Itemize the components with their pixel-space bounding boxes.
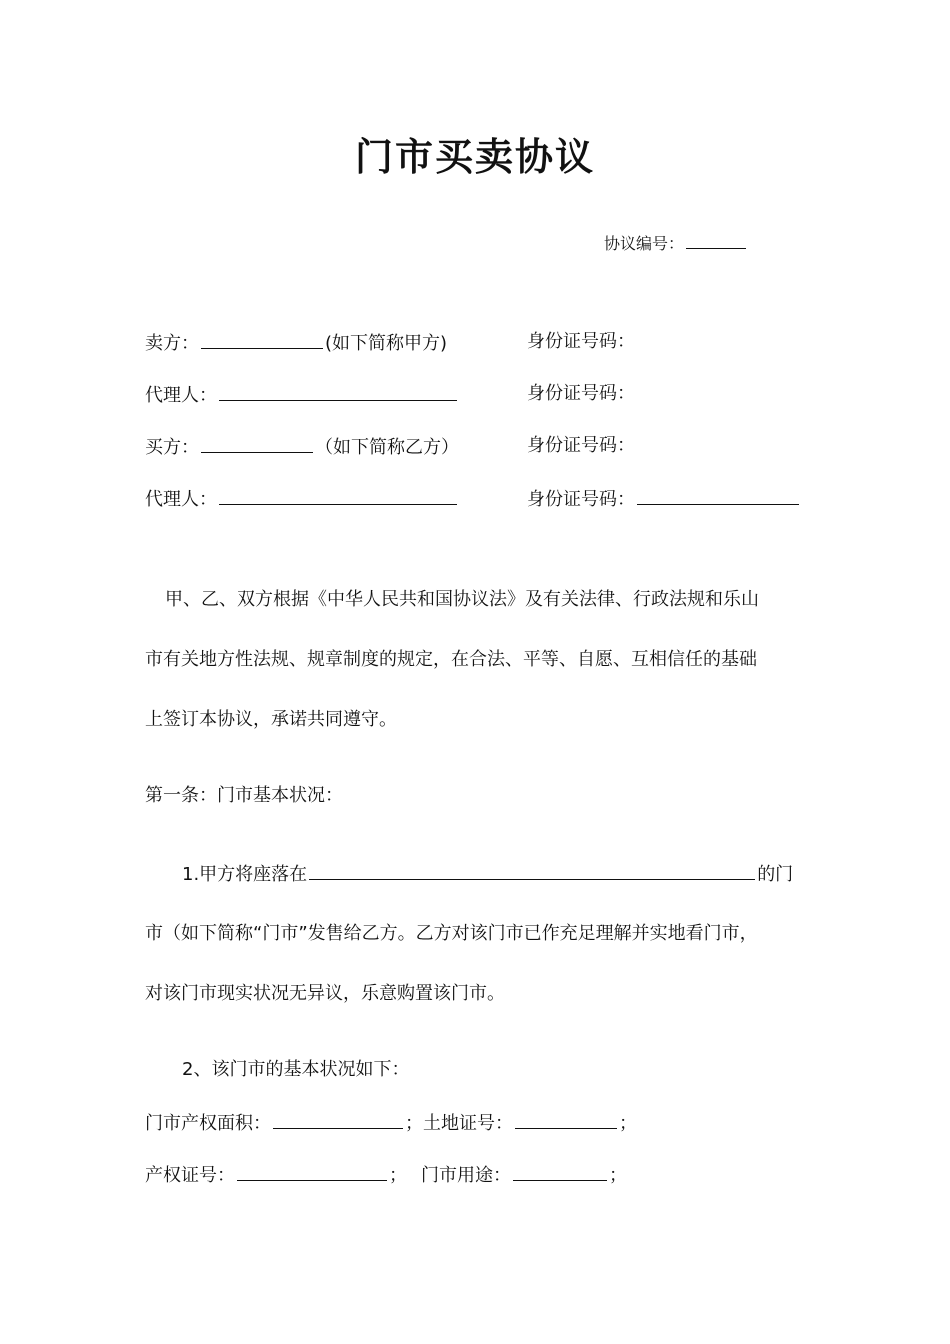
article1-item1-line3: 对该门市现实状况无异议，乐意购置该门市。	[145, 983, 505, 1004]
propcert-usage-line	[145, 1162, 627, 1188]
item1-prefix: 1.甲方将座落在	[182, 864, 308, 885]
buyer-name-blank[interactable]	[201, 434, 313, 453]
article1-heading: 第一条：门市基本状况：	[145, 785, 343, 806]
agent2-name-blank[interactable]	[219, 486, 457, 505]
property-cert-blank[interactable]	[237, 1162, 387, 1181]
seller-id-label: 身份证号码：	[527, 331, 635, 352]
agent2-id-blank[interactable]	[637, 486, 799, 505]
agreement-number-blank[interactable]	[686, 230, 746, 249]
seller-label: 卖方：	[145, 333, 199, 354]
item1-suffix: 的门	[757, 864, 794, 885]
buyer-id-label: 身份证号码：	[527, 435, 635, 456]
agreement-number-line	[604, 230, 748, 256]
seller-line	[145, 330, 447, 356]
article1-item2: 2、该门市的基本状况如下：	[182, 1059, 410, 1080]
location-blank[interactable]	[309, 861, 755, 880]
agent1-id-line	[527, 382, 635, 406]
agent1-id-label: 身份证号码：	[527, 383, 635, 404]
buyer-id-line	[527, 434, 635, 458]
agent1-name-blank[interactable]	[219, 382, 457, 401]
agent2-line	[145, 486, 459, 512]
buyer-label: 买方：	[145, 437, 199, 458]
separator-1: ；	[405, 1113, 423, 1134]
intro-line-1: 甲、乙、双方根据《中华人民共和国协议法》及有关法律、行政法规和乐山	[165, 589, 759, 610]
area-label: 门市产权面积：	[145, 1113, 271, 1134]
article1-item1-line1	[182, 861, 793, 887]
land-cert-blank[interactable]	[515, 1110, 617, 1129]
agent2-label: 代理人：	[145, 489, 217, 510]
seller-id-line	[527, 330, 635, 354]
agent2-id-line	[527, 486, 801, 512]
buyer-note: （如下简称乙方）	[315, 437, 459, 458]
usage-label: 门市用途：	[421, 1165, 511, 1186]
agent2-id-label: 身份证号码：	[527, 489, 635, 510]
end-1: ；	[619, 1113, 637, 1134]
agreement-number-label: 协议编号：	[604, 234, 685, 253]
area-landcert-line	[145, 1110, 637, 1136]
separator-2: ；	[389, 1165, 407, 1186]
area-blank[interactable]	[273, 1110, 403, 1129]
land-cert-label: 土地证号：	[423, 1113, 513, 1134]
document-title: 门市买卖协议	[354, 134, 595, 179]
article1-item1-line2: 市（如下简称“门市”发售给乙方。乙方对该门市已作充足理解并实地看门市，	[145, 923, 758, 944]
property-cert-label: 产权证号：	[145, 1165, 235, 1186]
seller-name-blank[interactable]	[201, 330, 323, 349]
usage-blank[interactable]	[513, 1162, 607, 1181]
intro-line-3: 上签订本协议，承诺共同遵守。	[145, 709, 397, 730]
buyer-line	[145, 434, 459, 460]
seller-note: (如下简称甲方)	[325, 333, 448, 354]
agent1-label: 代理人：	[145, 385, 217, 406]
intro-line-2: 市有关地方性法规、规章制度的规定，在合法、平等、自愿、互相信任的基础	[145, 649, 757, 670]
agent1-line	[145, 382, 459, 408]
end-2: ；	[609, 1165, 627, 1186]
